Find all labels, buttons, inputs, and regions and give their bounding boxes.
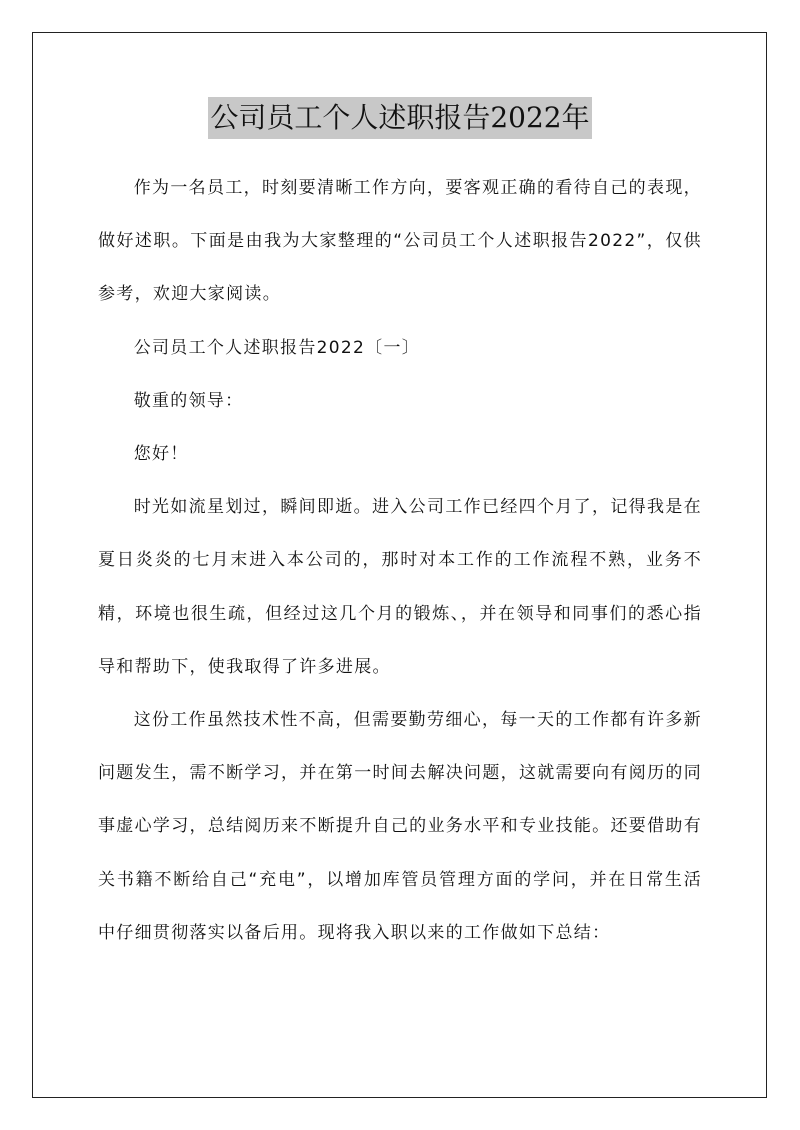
document-body bbox=[98, 162, 702, 960]
title-container bbox=[0, 97, 800, 139]
body-paragraph: 这份工作虽然技术性不高，但需要勤劳细心，每一天的工作都有许多新问题发生，需不断学习，并在第一时间去解决问题，这就需要向有阅历的同事虚心学习，总结阅历来不断提升自己的业务水平和专业技能。还要借助有关书籍不断给自己“充电”，以增加库管员管理方面的学问，并在日常生活中仔细贯彻落实以备后用。现将我入职以来的工作做如下总结： bbox=[98, 710, 702, 943]
intro-paragraph: 作为一名员工，时刻要清晰工作方向，要客观正确的看待自己的表现，做好述职。下面是由我为大家整理的“公司员工个人述职报告2022”，仅供参考，欢迎大家阅读。 bbox=[98, 178, 702, 305]
salutation: 敬重的领导： bbox=[133, 390, 244, 411]
document-title: 公司员工个人述职报告2022年 bbox=[208, 97, 591, 139]
section-heading: 公司员工个人述职报告2022〔一〕 bbox=[133, 337, 421, 358]
greeting: 您好！ bbox=[133, 444, 189, 465]
body-paragraph: 时光如流星划过，瞬间即逝。进入公司工作已经四个月了，记得我是在夏日炎炎的七月末进入本公司的，那时对本工作的工作流程不熟，业务不精，环境也很生疏，但经过这几个月的锻炼、，并在领导和同事们的悉心指导和帮助下，使我取得了许多进展。 bbox=[98, 497, 702, 677]
